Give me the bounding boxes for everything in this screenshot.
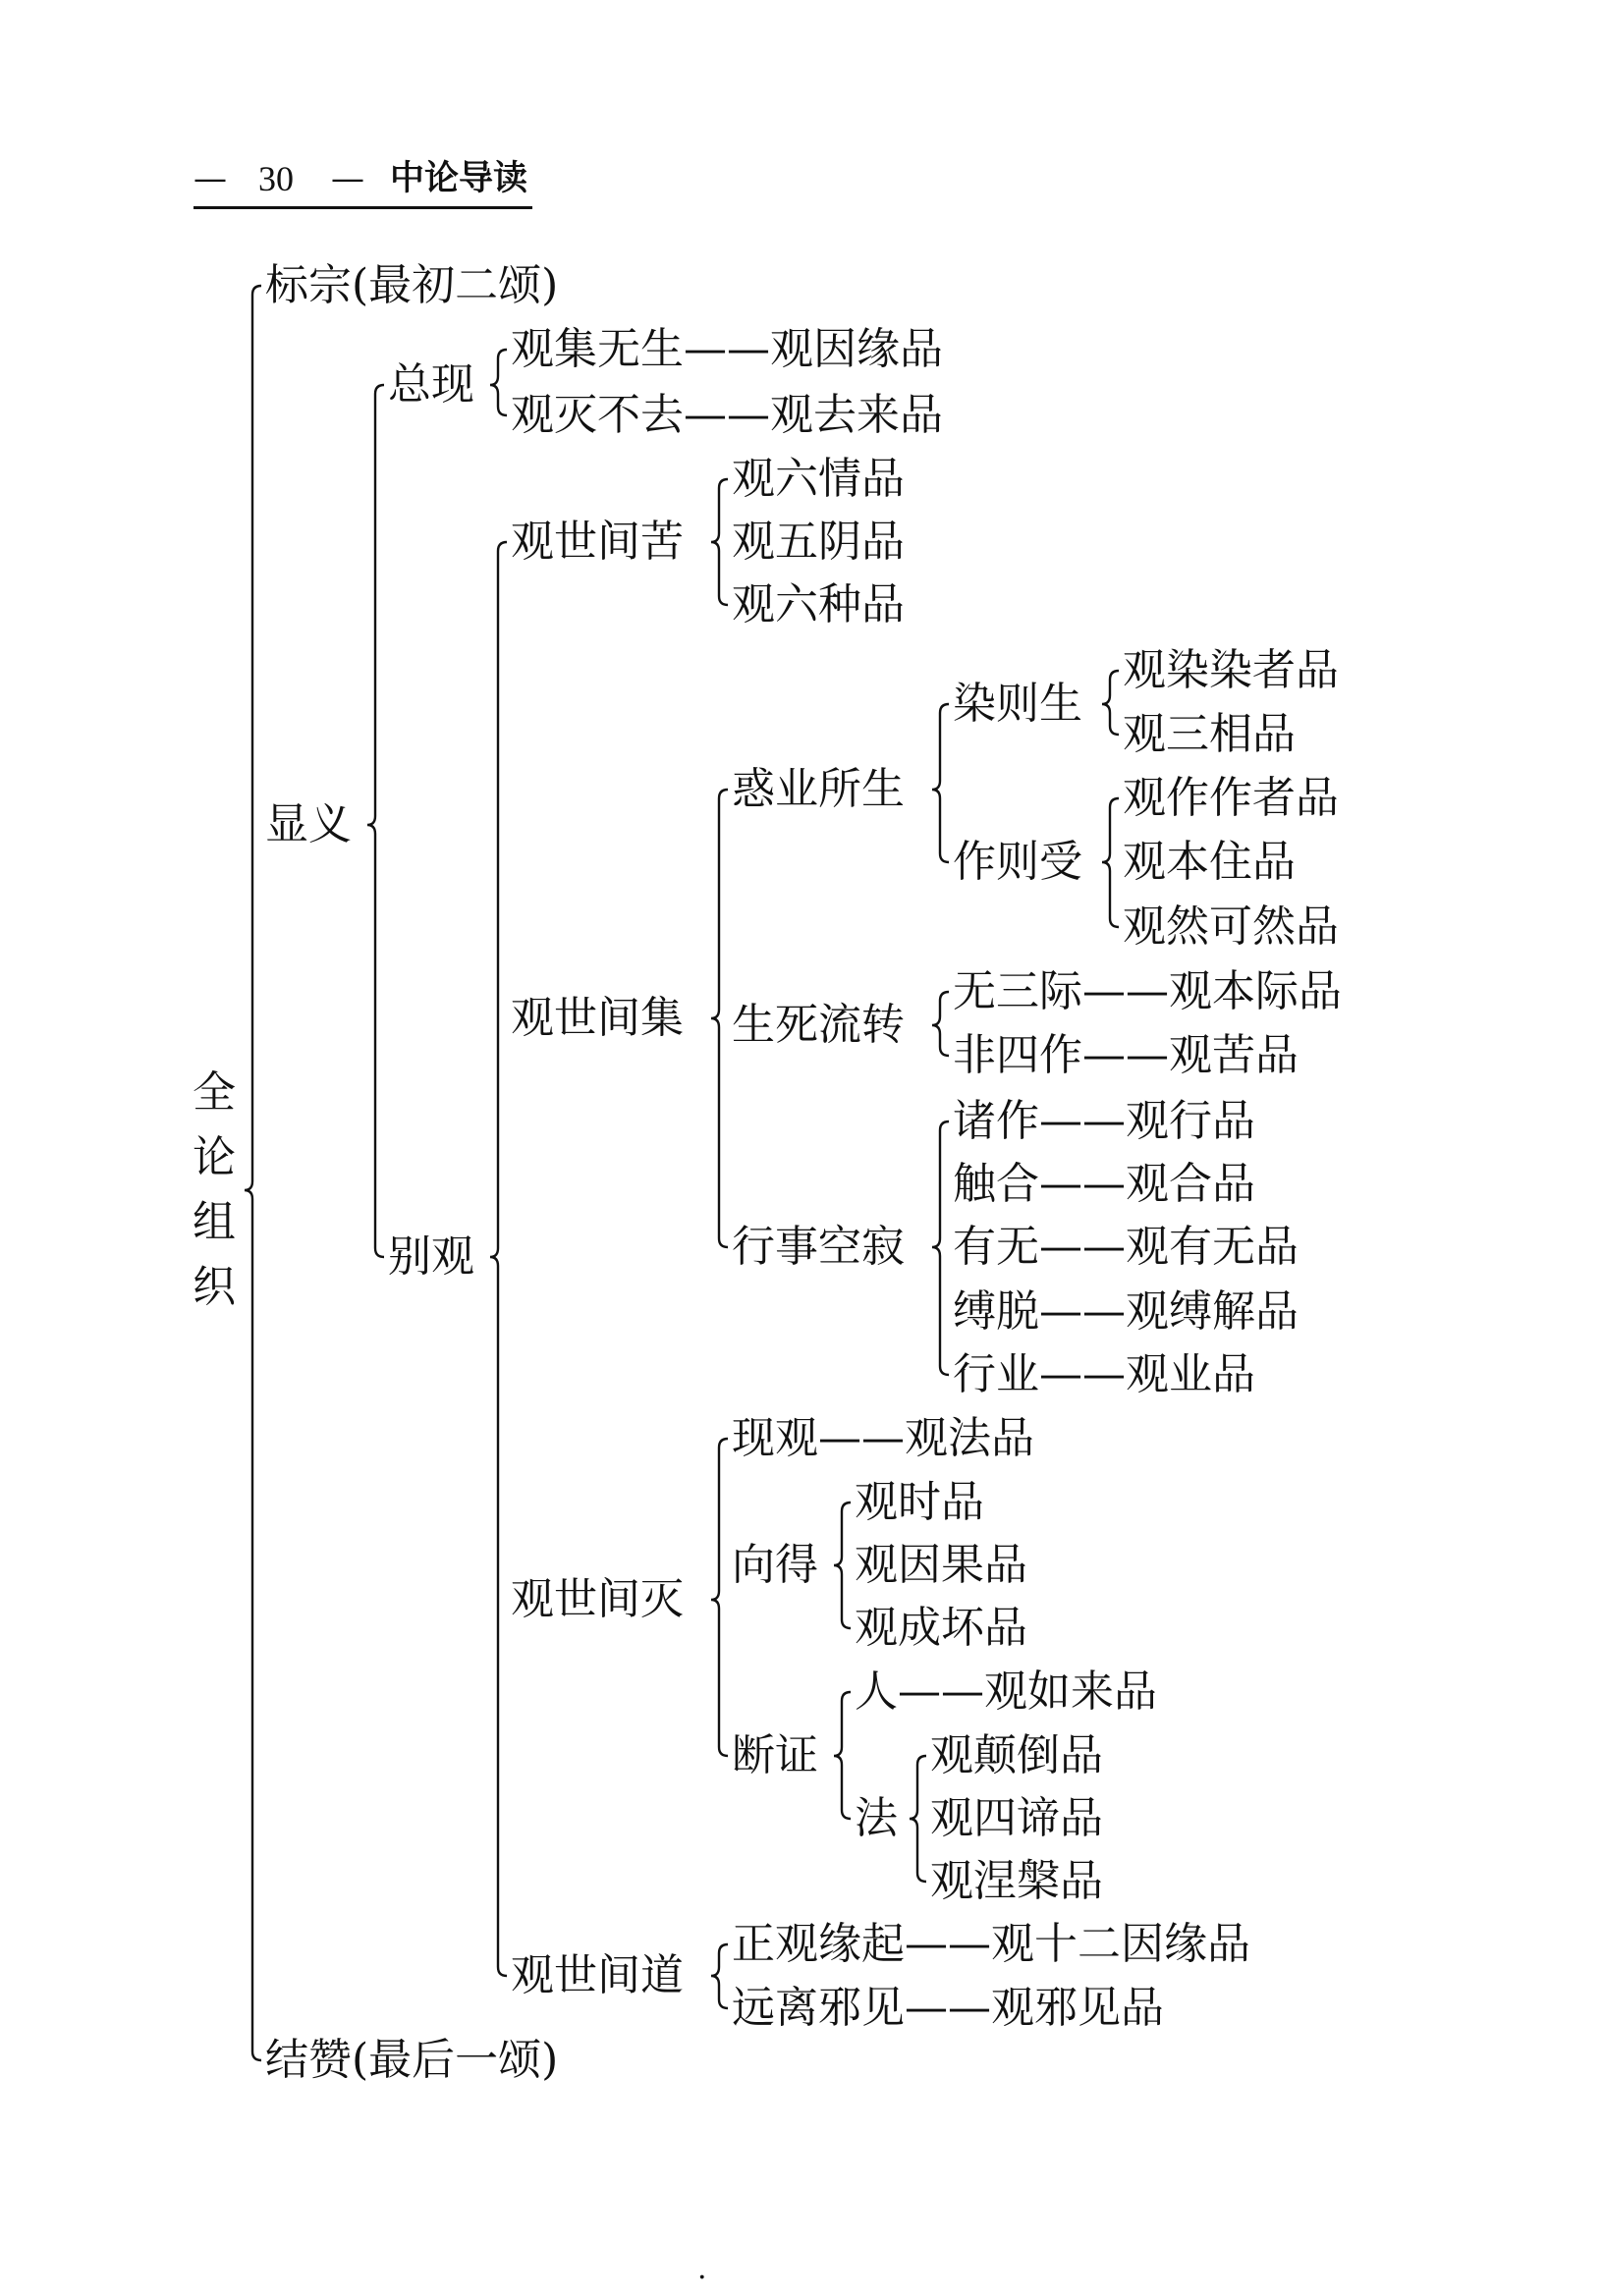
node-huoye-suosheng: 惑业所生	[732, 764, 905, 814]
leaf-guanji-wusheng: 观集无生——观因缘品	[511, 324, 943, 374]
node-shijian-dao: 观世间道	[511, 1950, 684, 2000]
brace-shengsi	[932, 992, 949, 1056]
leaf-futuo: 缚脱——观缚解品	[953, 1286, 1299, 1337]
page-number: 30	[258, 159, 294, 198]
leaf-chenghuai: 观成坏品	[855, 1603, 1027, 1653]
leaf-sanxiang: 观三相品	[1123, 709, 1296, 759]
header-dash-left: —	[193, 159, 227, 198]
brace-shijian-mie	[711, 1439, 728, 1756]
leaf-youwu: 有无——观有无品	[953, 1222, 1299, 1272]
leaf-xianguan: 现观——观法品	[732, 1413, 1034, 1463]
node-bieguan: 别观	[388, 1231, 474, 1282]
leaf-zhuzuo: 诸作——观行品	[953, 1096, 1255, 1146]
node-fa: 法	[855, 1793, 898, 1843]
leaf-niepan: 观涅槃品	[930, 1856, 1103, 1906]
brace-bieguan	[490, 542, 507, 1976]
footer-mark: ·	[697, 2261, 707, 2295]
brace-huoye	[932, 704, 949, 862]
node-ranzesheng: 染则生	[953, 679, 1082, 729]
leaf-diandao: 观颠倒品	[930, 1730, 1103, 1780]
header-dash-right: —	[331, 159, 364, 198]
brace-shijian-dao	[711, 1944, 728, 2008]
brace-ranzesheng	[1102, 671, 1119, 735]
leaf-fisizuo: 非四作——观苦品	[953, 1030, 1299, 1080]
brace-xianyi	[367, 385, 384, 1257]
node-xiangde: 向得	[732, 1540, 818, 1590]
leaf-ren-rulai: 人——观如来品	[855, 1667, 1157, 1717]
brace-shijian-ku	[711, 479, 728, 605]
node-xingshi-kongji: 行事空寂	[732, 1222, 905, 1272]
leaf-liuqing: 观六情品	[732, 454, 905, 504]
brace-xingshi	[932, 1121, 949, 1375]
book-title: 中论导读	[390, 159, 528, 198]
brace-xiangde	[834, 1503, 851, 1628]
leaf-yuanli-xiejian: 远离邪见——观邪见品	[732, 1983, 1164, 2033]
brace-zuozeshou	[1102, 798, 1119, 927]
node-shijian-ji: 观世间集	[511, 993, 684, 1043]
leaf-ranranzhe: 观染染者品	[1123, 645, 1339, 695]
node-shijian-ku: 观世间苦	[511, 517, 684, 567]
leaf-sidi: 观四谛品	[930, 1793, 1103, 1843]
node-shengsi-liuzhuan: 生死流转	[732, 1000, 905, 1050]
node-zuozeshou: 作则受	[953, 837, 1082, 887]
leaf-yinguo: 观因果品	[855, 1540, 1027, 1590]
brace-duanzheng	[834, 1692, 851, 1819]
leaf-chuhe: 触合——观合品	[953, 1159, 1255, 1209]
tree-root-label: 全论组织	[193, 1067, 236, 1312]
brace-zongxian	[490, 350, 507, 415]
node-xianyi: 显义	[265, 799, 352, 849]
node-shijian-mie: 观世间灭	[511, 1574, 684, 1624]
node-biaozong: 标宗(最初二颂)	[265, 260, 559, 310]
leaf-wusanji: 无三际——观本际品	[953, 966, 1342, 1016]
leaf-zuozuozhe: 观作作者品	[1123, 773, 1339, 823]
leaf-guanmie-buqu: 观灭不去——观去来品	[511, 390, 943, 440]
leaf-benzhu: 观本住品	[1123, 837, 1296, 887]
brace-fa	[910, 1756, 926, 1882]
node-zongxian: 总现	[388, 359, 474, 410]
leaf-wuyin: 观五阴品	[732, 517, 905, 567]
leaf-rankeran: 观然可然品	[1123, 902, 1339, 952]
leaf-shi: 观时品	[855, 1477, 984, 1527]
brace-shijian-ji	[711, 790, 728, 1247]
leaf-zhengguan-yuanqi: 正观缘起——观十二因缘品	[732, 1919, 1250, 1969]
node-duanzheng: 断证	[732, 1730, 818, 1780]
leaf-liuzhong: 观六种品	[732, 579, 905, 629]
brace-root	[245, 286, 261, 2060]
node-jiezan: 结赞(最后一颂)	[265, 2035, 559, 2085]
leaf-xingye: 行业——观业品	[953, 1349, 1255, 1399]
